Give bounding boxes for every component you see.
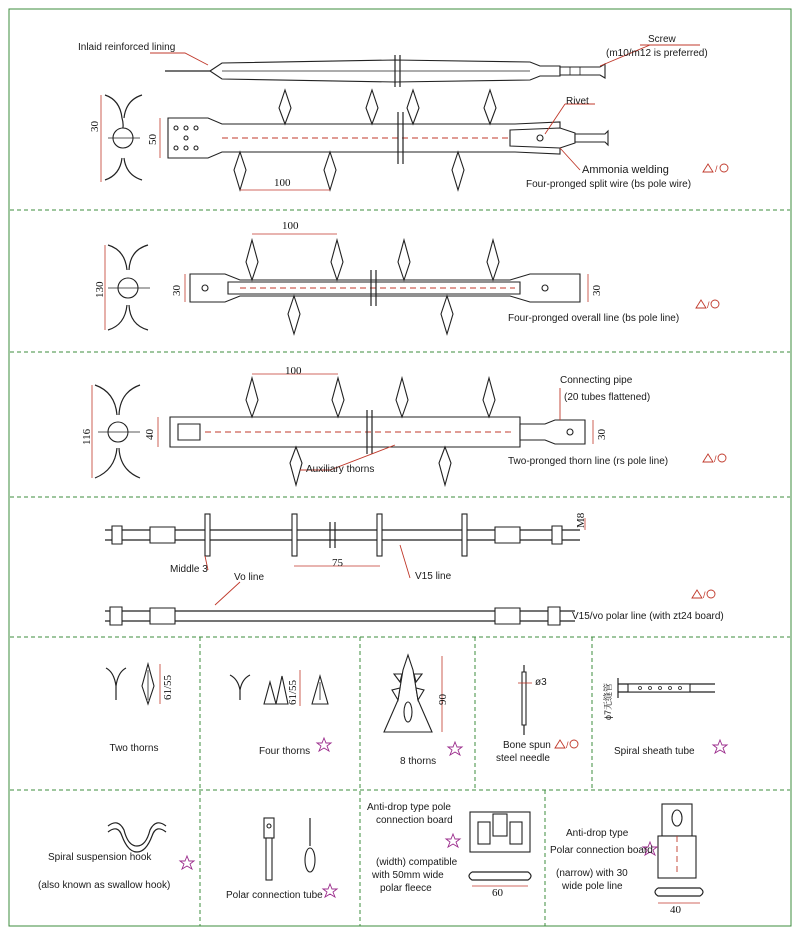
panel1-dim-height: 30 [89, 121, 101, 132]
panel4-dim-spacing: 75 [332, 557, 343, 569]
panel3-dim-width: 40 [144, 429, 156, 440]
svg-text:/: / [566, 740, 569, 750]
needle-label-1: Bone spun [503, 740, 551, 751]
eight-thorns-label: 8 thorns [400, 756, 437, 767]
four-thorns-label: Four thorns [259, 746, 311, 757]
rivet-label: Rivet [566, 96, 589, 107]
board1-title-2: connection board [376, 815, 453, 826]
panel2-dim-height: 130 [94, 281, 106, 298]
board1-note-2: with 50mm wide [372, 870, 444, 881]
vo-label: Vo line [234, 572, 265, 583]
dim-61-55-b: 61/55 [287, 679, 299, 705]
hook-label-2: (also known as swallow hook) [38, 880, 171, 891]
sheath-label: Spiral sheath tube [614, 746, 695, 757]
polar-line-label: V15/vo polar line (with zt24 board) [572, 611, 724, 622]
board2-note-2: wide pole line [562, 881, 623, 892]
panel3-dim-right: 30 [596, 429, 608, 440]
panel3-drawing [92, 374, 726, 485]
board1-note-1: (width) compatible [376, 857, 458, 868]
lining-label: Inlaid reinforced lining [78, 42, 176, 53]
row5-drawings [106, 655, 727, 755]
panel1-line-label: Four-pronged split wire (bs pole wire) [526, 179, 692, 190]
screw-note: (m10/m12 is preferred) [606, 48, 708, 59]
panel2-dim-left: 30 [171, 285, 183, 296]
board2-dim: 40 [670, 904, 681, 916]
dim-phi7: ϕ7无缝管 [603, 682, 613, 720]
screw-label: Screw [648, 34, 676, 45]
needle-label-2: steel needle [496, 753, 550, 764]
svg-text:/: / [707, 300, 710, 310]
two-thorns-label: Two thorns [109, 743, 159, 754]
dim-90: 90 [437, 694, 449, 705]
panel3-dim-spacing: 100 [285, 365, 302, 377]
panel2-dim-right: 30 [591, 285, 603, 296]
pipe-note: (20 tubes flattened) [564, 392, 651, 403]
panel1-dim-spacing: 100 [274, 177, 291, 189]
board2-title-2: Polar connection board [550, 845, 653, 856]
hook-label-1: Spiral suspension hook [48, 852, 152, 863]
board1-dim: 60 [492, 887, 503, 899]
panel3-dim-height: 116 [81, 428, 93, 445]
svg-text:/: / [703, 590, 706, 600]
svg-text:/: / [714, 454, 717, 464]
polar-tube-label: Polar connection tube [226, 890, 323, 901]
pipe-label: Connecting pipe [560, 375, 633, 386]
board2-note-1: (narrow) with 30 [556, 868, 628, 879]
svg-text:/: / [715, 164, 718, 174]
dim-phi3: ø3 [535, 677, 547, 688]
welding-label: Ammonia welding [582, 164, 669, 176]
aux-thorns-label: Auxiliary thorns [306, 464, 375, 475]
panel3-line-label: Two-pronged thorn line (rs pole line) [508, 456, 669, 467]
panel2-dim-spacing: 100 [282, 220, 299, 232]
dim-m8: M8 [575, 512, 587, 528]
board1-note-3: polar fleece [380, 883, 432, 894]
panel2-line-label: Four-pronged overall line (bs pole line) [508, 313, 680, 324]
panel1-dim-width: 50 [147, 134, 159, 145]
board1-title-1: Anti-drop type pole [367, 802, 451, 813]
middle-label: Middle 3 [170, 564, 208, 575]
v15-label: V15 line [415, 571, 452, 582]
dim-61-55-a: 61/55 [162, 674, 174, 700]
board2-title-1: Anti-drop type [566, 828, 629, 839]
